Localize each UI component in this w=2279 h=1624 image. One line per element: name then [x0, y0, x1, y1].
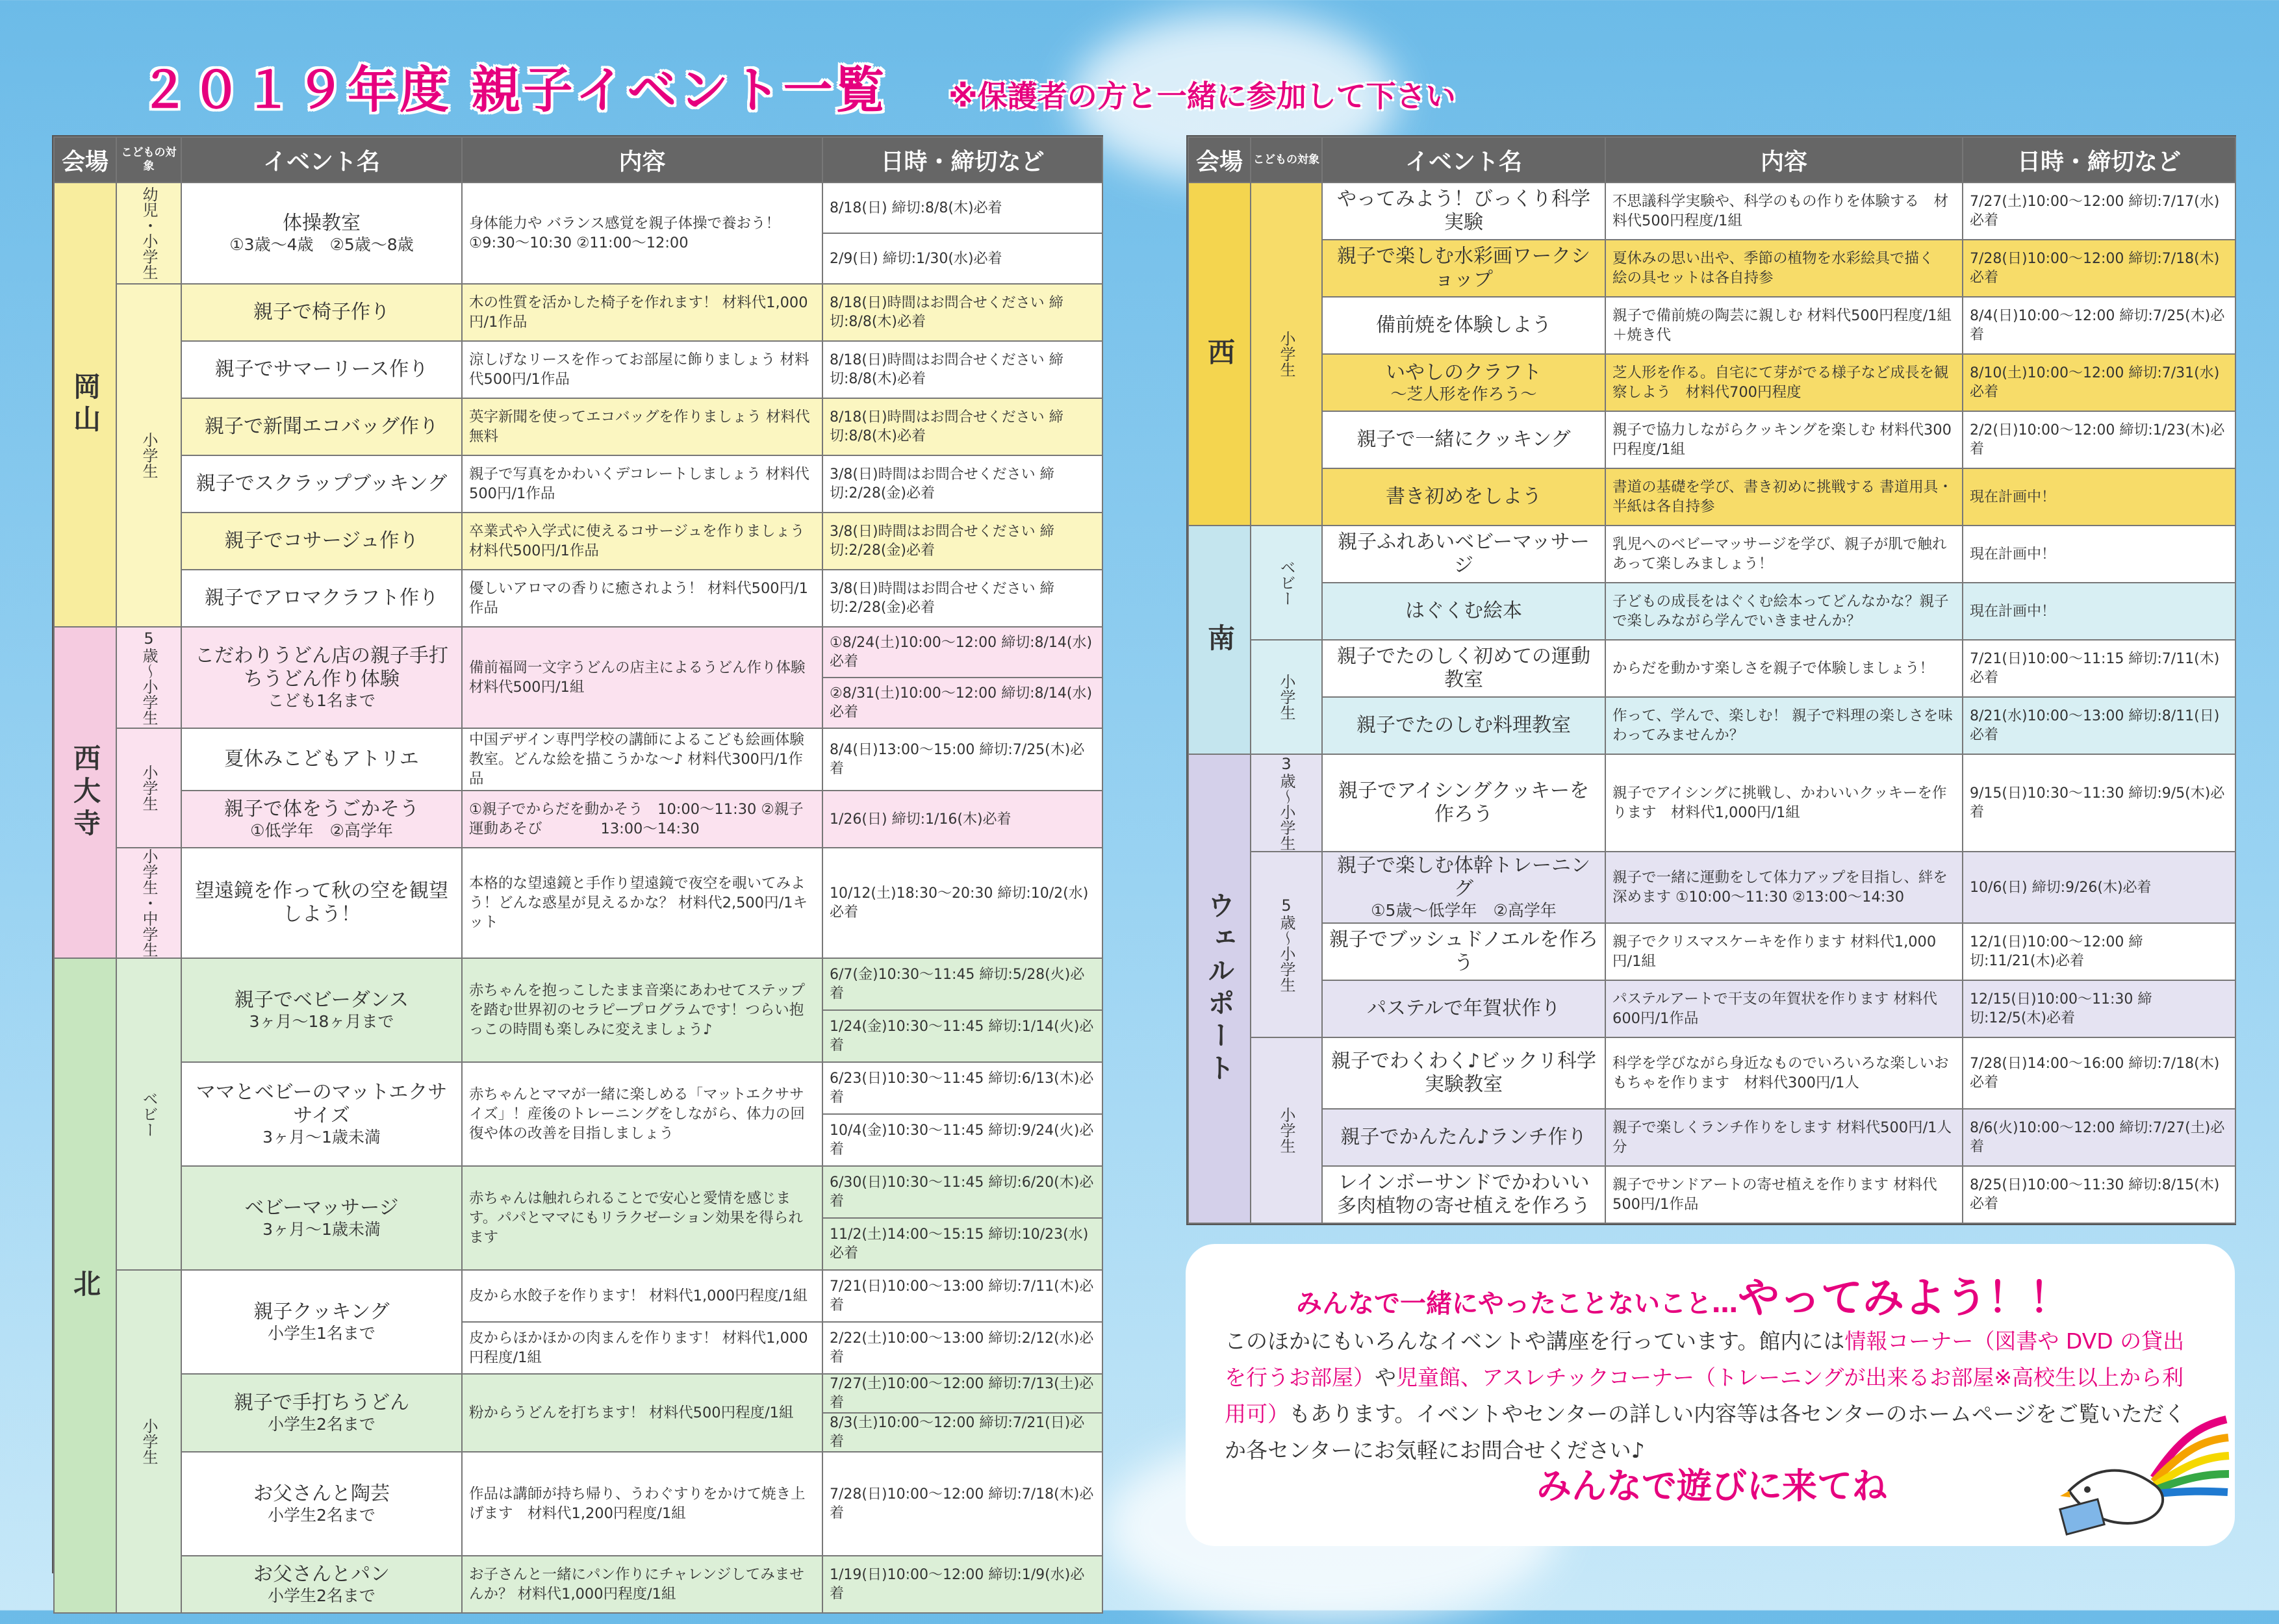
age-cell: 小学生・中学生: [116, 848, 181, 958]
table-row: [1188, 923, 2235, 980]
event-name: 親子で楽しむ水彩画ワークショップ: [1337, 245, 1590, 291]
table-row: [1188, 468, 2235, 526]
table-row: [1188, 297, 2235, 354]
table-row: [1188, 697, 2235, 754]
event-name-cell: [181, 627, 462, 728]
date-cell: 11/2(土)14:00〜15:15 締切:10/23(水)必着: [822, 1218, 1102, 1270]
event-name-cell: [181, 1452, 462, 1556]
event-name: ベビーマッサージ: [244, 1197, 399, 1219]
message-closing: みんなで遊びに来てね: [1536, 1465, 1887, 1506]
event-name: レインボーサンドでかわいい多肉植物の寄せ植えを作ろう: [1337, 1171, 1590, 1217]
date-cell: 1/19(日)10:00〜12:00 締切:1/9(水)必着: [822, 1556, 1102, 1613]
event-name-cell: [1322, 354, 1605, 411]
content-cell: 本格的な望遠鏡と手作り望遠鏡で夜空を覗いてみよう！どんな惑星が見えるかな？ 材料代2,500円/1キット: [462, 848, 822, 958]
event-name: 親子クッキング: [253, 1300, 390, 1323]
table-row: [54, 728, 1102, 791]
event-subtitle: 小学生2名まで: [268, 1506, 376, 1525]
date-cell: 8/4(日)10:00〜12:00 締切:7/25(木)必着: [1963, 297, 2235, 354]
content-cell: 親子でサンドアートの寄せ植えを作ります 材料代500円/1作品: [1605, 1166, 1963, 1223]
event-table-left: [53, 136, 1103, 1614]
table-row: [54, 848, 1102, 958]
content-cell: ①親子でからだを動かそう 10:00〜11:30 ②親子運動あそび 13:00〜14:30: [462, 791, 822, 848]
event-name-cell: [181, 570, 462, 627]
event-name-cell: [181, 1166, 462, 1270]
date-cell: 3/8(日)時間はお問合せください 締切:2/28(金)必着: [822, 513, 1102, 570]
age-cell: ベビー: [116, 958, 181, 1270]
event-subtitle: 3ヶ月〜18ヶ月まで: [249, 1012, 394, 1031]
event-name-cell: [1322, 583, 1605, 640]
event-subtitle: 3ヶ月〜1歳未満: [262, 1220, 381, 1239]
event-name: 体操教室: [283, 212, 361, 235]
table-row: [1188, 754, 2235, 852]
age-cell: 小学生: [1251, 1037, 1322, 1223]
date-cell: 8/21(水)10:00〜13:00 締切:8/11(日)必着: [1963, 697, 2235, 754]
event-name-cell: [181, 848, 462, 958]
event-name: 親子でサマーリース作り: [214, 358, 429, 381]
content-cell: 卒業式や入学式に使えるコサージュを作りましょう 材料代500円/1作品: [462, 513, 822, 570]
event-name-cell: [181, 1374, 462, 1452]
event-subtitle: 小学生1名まで: [268, 1324, 376, 1343]
content-cell: 親子で備前焼の陶芸に親しむ 材料代500円程度/1組＋焼き代: [1605, 297, 1963, 354]
date-cell: 現在計画中！: [1963, 583, 2235, 640]
content-cell: 親子でクリスマスケーキを作ります 材料代1,000円/1組: [1605, 923, 1963, 980]
content-cell: 赤ちゃんを抱っこしたまま音楽にあわせてステップを踏む世界初のセラピープログラムです！つらい抱っこの時間も楽しみに変えましょう♪: [462, 958, 822, 1062]
event-name-cell: [181, 1556, 462, 1613]
dove-icon: [2056, 1400, 2232, 1543]
table-row: [54, 341, 1102, 398]
date-cell: 現在計画中！: [1963, 468, 2235, 526]
age-cell: 幼児・小学生: [116, 183, 181, 284]
right-event-table: [1186, 135, 2236, 1225]
event-name-cell: [181, 455, 462, 513]
venue-cell: ウェルポート: [1188, 754, 1251, 1223]
date-cell: 7/28(日)10:00〜12:00 締切:7/18(木)必着: [822, 1452, 1102, 1556]
event-name-cell: [181, 791, 462, 848]
header-row: [54, 137, 1102, 183]
content-cell: お子さんと一緒にパン作りにチャレンジしてみませんか？ 材料代1,000円程度/1組: [462, 1556, 822, 1613]
table-row: [54, 570, 1102, 627]
event-name: ママとベビーのマットエクササイズ: [196, 1081, 448, 1127]
event-name: 書き初めをしよう: [1386, 485, 1542, 508]
date-cell: 6/7(金)10:30〜11:45 締切:5/28(火)必着: [822, 958, 1102, 1010]
date-cell: 8/18(日)時間はお問合せください 締切:8/8(木)必着: [822, 284, 1102, 341]
content-cell: からだを動かす楽しさを親子で体験しましょう！: [1605, 640, 1963, 697]
content-cell: 子どもの成長をはぐくむ絵本ってどんなかな？親子で楽しみながら学んでいきませんか？: [1605, 583, 1963, 640]
date-cell: 8/18(日)時間はお問合せください 締切:8/8(木)必着: [822, 398, 1102, 455]
content-cell: 涼しげなリースを作ってお部屋に飾りましょう 材料代500円/1作品: [462, 341, 822, 398]
event-name: 親子でかんたん♪ランチ作り: [1340, 1126, 1587, 1148]
age-cell: 小学生: [116, 728, 181, 848]
table-row: [1188, 852, 2235, 923]
date-cell: 8/10(土)10:00〜12:00 締切:7/31(水)必着: [1963, 354, 2235, 411]
date-cell: 2/9(日) 締切:1/30(水)必着: [822, 233, 1102, 284]
event-name: お父さんと陶芸: [253, 1482, 390, 1505]
header-event: イベント名: [1322, 137, 1605, 183]
table-row: [54, 398, 1102, 455]
date-cell: 8/18(日) 締切:8/8(木)必着: [822, 183, 1102, 233]
event-name: 親子で楽しむ体幹トレーニング: [1337, 854, 1590, 900]
table-row: [54, 1166, 1102, 1218]
content-cell: 優しいアロマの香りに癒されよう！ 材料代500円/1作品: [462, 570, 822, 627]
event-name-cell: [1322, 240, 1605, 297]
event-subtitle: 〜芝人形を作ろう〜: [1390, 385, 1537, 403]
date-cell: 7/21(日)10:00〜11:15 締切:7/11(木)必着: [1963, 640, 2235, 697]
content-cell: 親子で一緒に運動をして体力アップを目指し、絆を深めます ①10:00〜11:30 ②13:00〜14:30: [1605, 852, 1963, 923]
event-name-cell: [1322, 1166, 1605, 1223]
table-row: [54, 513, 1102, 570]
date-cell: 8/6(火)10:00〜12:00 締切:7/27(土)必着: [1963, 1109, 2235, 1166]
content-cell: 親子で写真をかわいくデコレートしましょう 材料代500円/1作品: [462, 455, 822, 513]
event-name: 親子で体をうごかそう: [224, 798, 419, 820]
content-cell: 乳児へのベビーマッサージを学び、親子が肌で触れあって楽しみましょう！: [1605, 526, 1963, 583]
date-cell: 6/30(日)10:30〜11:45 締切:6/20(木)必着: [822, 1166, 1102, 1218]
event-name: 親子でたのしく初めての運動教室: [1337, 645, 1590, 691]
table-row: [1188, 240, 2235, 297]
header-date: 日時・締切など: [822, 137, 1102, 183]
header-event: イベント名: [181, 137, 462, 183]
event-name-cell: [181, 1270, 462, 1374]
header-row: [1188, 137, 2235, 183]
table-row: [1188, 183, 2235, 240]
content-cell: 科学を学びながら身近なものでいろいろな楽しいおもちゃを作ります 材料代300円/1人: [1605, 1037, 1963, 1109]
event-name: 親子で手打ちうどん: [234, 1391, 409, 1414]
date-cell: 現在計画中！: [1963, 526, 2235, 583]
content-cell: 書道の基礎を学び、書き初めに挑戦する 書道用具・半紙は各自持参: [1605, 468, 1963, 526]
event-name-cell: [181, 728, 462, 791]
header-target: こどもの対象: [116, 137, 181, 183]
table-row: [54, 1270, 1102, 1322]
message-box: [1186, 1244, 2235, 1546]
event-name-cell: [181, 958, 462, 1062]
event-name-cell: [1322, 697, 1605, 754]
event-name-cell: [181, 513, 462, 570]
content-cell: 中国デザイン専門学校の講師によるこども絵画体験教室。どんな絵を描こうかな〜♪ 材料代300円/1作品: [462, 728, 822, 791]
event-name-cell: [181, 341, 462, 398]
date-cell: 6/23(日)10:30〜11:45 締切:6/13(木)必着: [822, 1062, 1102, 1114]
event-name: 親子で椅子作り: [253, 301, 390, 324]
table-row: [1188, 354, 2235, 411]
message-heading: みんなで一緒にやったことないこと…やってみよう！！: [1296, 1275, 2070, 1323]
table-row: [54, 1374, 1102, 1413]
event-name-cell: [181, 398, 462, 455]
event-name: 備前焼を体験しよう: [1376, 314, 1551, 336]
content-cell: 親子でアイシングに挑戦し、かわいいクッキーを作ります 材料代1,000円/1組: [1605, 754, 1963, 852]
event-name: 親子でブッシュドノエルを作ろう: [1329, 928, 1598, 974]
venue-cell: 岡山: [54, 183, 116, 627]
table-row: [54, 1062, 1102, 1114]
date-cell: 1/24(金)10:30〜11:45 締切:1/14(火)必着: [822, 1010, 1102, 1062]
event-name: 親子でアロマクラフト作り: [205, 587, 439, 609]
table-row: [1188, 640, 2235, 697]
event-subtitle: ①低学年 ②高学年: [250, 821, 393, 840]
table-row: [54, 455, 1102, 513]
event-name-cell: [181, 1062, 462, 1166]
event-subtitle: 小学生2名まで: [268, 1415, 376, 1434]
content-cell: 木の性質を活かした椅子を作れます！ 材料代1,000円/1作品: [462, 284, 822, 341]
event-name-cell: [181, 284, 462, 341]
event-name-cell: [1322, 640, 1605, 697]
table-row: [1188, 526, 2235, 583]
header-content: 内容: [1605, 137, 1963, 183]
event-name: 親子でアイシングクッキーを作ろう: [1338, 780, 1589, 826]
event-name-cell: [1322, 411, 1605, 468]
event-name: 夏休みこどもアトリエ: [224, 748, 419, 770]
date-cell: 2/2(日)10:00〜12:00 締切:1/23(木)必着: [1963, 411, 2235, 468]
event-subtitle: ①5歳〜低学年 ②高学年: [1371, 901, 1557, 920]
date-cell: 2/22(土)10:00〜13:00 締切:2/12(水)必着: [822, 1322, 1102, 1374]
content-cell: 英字新聞を使ってエコバッグを作りましょう 材料代 無料: [462, 398, 822, 455]
content-cell: 作って、学んで、楽しむ！ 親子で料理の楽しさを味わってみませんか？: [1605, 697, 1963, 754]
event-name: 親子でベビーダンス: [234, 989, 409, 1011]
header-content: 内容: [462, 137, 822, 183]
event-name: 親子で一緒にクッキング: [1356, 428, 1571, 451]
event-name: パステルで年賀状作り: [1367, 997, 1560, 1020]
date-cell: ②8/31(土)10:00〜12:00 締切:8/14(水)必着: [822, 678, 1102, 728]
venue-cell: 南: [1188, 526, 1251, 754]
event-name-cell: [1322, 852, 1605, 923]
event-name: お父さんとパン: [253, 1563, 390, 1586]
event-name-cell: [1322, 1109, 1605, 1166]
date-cell: 8/4(日)13:00〜15:00 締切:7/25(木)必着: [822, 728, 1102, 791]
content-cell: 作品は講師が持ち帰り、うわぐすりをかけて焼き上げます 材料代1,200円程度/1組: [462, 1452, 822, 1556]
event-name: やってみよう！びっくり科学実験: [1337, 188, 1590, 234]
content-cell: 備前福岡一文字うどんの店主によるうどん作り体験 材料代500円/1組: [462, 627, 822, 728]
header-venue: 会場: [1188, 137, 1251, 183]
table-row: [1188, 980, 2235, 1037]
header-target: こどもの対象: [1251, 137, 1322, 183]
event-name: 親子で新聞エコバッグ作り: [205, 415, 439, 438]
content-cell: 赤ちゃんは触れられることで安心と愛情を感じます。パパとママにもリラクゼーション効果を得られます: [462, 1166, 822, 1270]
date-cell: 8/25(日)10:00〜11:30 締切:8/15(木)必着: [1963, 1166, 2235, 1223]
date-cell: 10/12(土)18:30〜20:30 締切:10/2(水)必着: [822, 848, 1102, 958]
date-cell: 1/26(日) 締切:1/16(木)必着: [822, 791, 1102, 848]
content-cell: 皮からほかほかの肉まんを作ります！ 材料代1,000円程度/1組: [462, 1322, 822, 1374]
content-cell: パステルアートで干支の年賀状を作ります 材料代600円/1作品: [1605, 980, 1963, 1037]
date-cell: ①8/24(土)10:00〜12:00 締切:8/14(水)必着: [822, 627, 1102, 678]
age-cell: 小学生: [1251, 640, 1322, 754]
header-date: 日時・締切など: [1963, 137, 2235, 183]
age-cell: ベビー: [1251, 526, 1322, 640]
event-name-cell: [1322, 980, 1605, 1037]
event-name-cell: [1322, 183, 1605, 240]
event-name: 親子でコサージュ作り: [224, 529, 419, 552]
table-row: [54, 1452, 1102, 1556]
table-row: [54, 183, 1102, 233]
date-cell: 7/28(日)14:00〜16:00 締切:7/18(木)必着: [1963, 1037, 2235, 1109]
venue-cell: 西大寺: [54, 627, 116, 958]
date-cell: 12/1(日)10:00〜12:00 締切:11/21(木)必着: [1963, 923, 2235, 980]
content-cell: 赤ちゃんとママが一緒に楽しめる「マットエクササイズ」！産後のトレーニングをしながら、体力の回復や体の改善を目指しましょう: [462, 1062, 822, 1166]
date-cell: 7/28(日)10:00〜12:00 締切:7/18(木)必着: [1963, 240, 2235, 297]
content-cell: 親子で楽しくランチ作りをします 材料代500円/1人分: [1605, 1109, 1963, 1166]
event-name-cell: [1322, 526, 1605, 583]
event-name-cell: [1322, 923, 1605, 980]
age-cell: 5歳〜小学生: [116, 627, 181, 728]
table-row: [54, 284, 1102, 341]
date-cell: 10/4(金)10:30〜11:45 締切:9/24(火)必着: [822, 1114, 1102, 1166]
event-table-right: [1188, 136, 2236, 1224]
table-row: [54, 958, 1102, 1010]
table-row: [54, 1556, 1102, 1613]
venue-cell: 西: [1188, 183, 1251, 526]
event-name-cell: [181, 183, 462, 284]
event-name: 親子ふれあいベビーマッサージ: [1338, 531, 1590, 577]
event-name: いやしのクラフト: [1386, 361, 1542, 384]
content-cell: 身体能力や バランス感覚を親子体操で養おう！ ①9:30〜10:30 ②11:00〜12:00: [462, 183, 822, 284]
content-cell: 皮から水餃子を作ります！ 材料代1,000円程度/1組: [462, 1270, 822, 1322]
table-row: [1188, 1037, 2235, 1109]
venue-cell: 北: [54, 958, 116, 1613]
table-row: [1188, 583, 2235, 640]
age-cell: 小学生: [1251, 183, 1322, 526]
event-subtitle: ①3歳〜4歳 ②5歳〜8歳: [229, 235, 414, 254]
table-row: [54, 627, 1102, 678]
left-event-table: [52, 135, 1103, 1605]
event-name-cell: [1322, 297, 1605, 354]
table-row: [1188, 1109, 2235, 1166]
page-title: ２０１９年度 親子イベント一覧: [140, 61, 887, 119]
content-cell: 芝人形を作る。自宅にて芽がでる様子など成長を観察しよう 材料代700円程度: [1605, 354, 1963, 411]
content-cell: 夏休みの思い出や、季節の植物を水彩絵具で描く 絵の具セットは各自持参: [1605, 240, 1963, 297]
table-row: [1188, 411, 2235, 468]
date-cell: 7/27(土)10:00〜12:00 締切:7/13(土)必着: [822, 1374, 1102, 1413]
event-subtitle: 小学生2名まで: [268, 1586, 376, 1605]
date-cell: 10/6(日) 締切:9/26(木)必着: [1963, 852, 2235, 923]
event-name: 親子でたのしむ料理教室: [1356, 714, 1571, 737]
age-cell: 小学生: [116, 1270, 181, 1613]
table-row: [1188, 1166, 2235, 1223]
age-cell: 3歳〜小学生: [1251, 754, 1322, 852]
date-cell: 8/3(土)10:00〜12:00 締切:7/21(日)必着: [822, 1413, 1102, 1452]
event-subtitle: 3ヶ月〜1歳未満: [262, 1128, 381, 1147]
age-cell: 小学生: [116, 284, 181, 627]
date-cell: 7/27(土)10:00〜12:00 締切:7/17(水)必着: [1963, 183, 2235, 240]
content-cell: 不思議科学実験や、科学のもの作りを体験する 材料代500円程度/1組: [1605, 183, 1963, 240]
date-cell: 3/8(日)時間はお問合せください 締切:2/28(金)必着: [822, 570, 1102, 627]
event-name: 親子でわくわく♪ビックリ科学実験教室: [1331, 1050, 1596, 1096]
event-name-cell: [1322, 1037, 1605, 1109]
date-cell: 3/8(日)時間はお問合せください 締切:2/28(金)必着: [822, 455, 1102, 513]
date-cell: 12/15(日)10:00〜11:30 締切:12/5(木)必着: [1963, 980, 2235, 1037]
content-cell: 粉からうどんを打ちます！ 材料代500円程度/1組: [462, 1374, 822, 1452]
date-cell: 7/21(日)10:00〜13:00 締切:7/11(木)必着: [822, 1270, 1102, 1322]
event-subtitle: こども1名まで: [268, 691, 376, 710]
event-name-cell: [1322, 754, 1605, 852]
message-body: このほかにもいろんなイベントや講座を行っています。館内には情報コーナー（図書や DVD の貸出を行うお部屋）や児童館、アスレチックコーナー（トレーニングが出来るお部屋※高校生以上から利用可）もあります。イベントやセンターの詳しい内容等は各センターのホームページをご覧いただくか各センターにお気軽にお問合せください♪: [1225, 1328, 2186, 1463]
table-row: [54, 791, 1102, 848]
event-name: 親子でスクラップブッキング: [196, 472, 448, 495]
event-name: 望遠鏡を作って秋の空を観望しよう！: [195, 880, 448, 926]
event-name: はぐくむ絵本: [1405, 600, 1522, 622]
date-cell: 9/15(日)10:30〜11:30 締切:9/5(木)必着: [1963, 754, 2235, 852]
age-cell: 5歳〜小学生: [1251, 852, 1322, 1037]
page-note: ※保護者の方と一緒に参加して下さい: [949, 79, 1456, 114]
content-cell: 親子で協力しながらクッキングを楽しむ 材料代300円程度/1組: [1605, 411, 1963, 468]
event-name: こだわりうどん店の親子手打ちうどん作り体験: [195, 644, 448, 691]
date-cell: 8/18(日)時間はお問合せください 締切:8/8(木)必着: [822, 341, 1102, 398]
event-name-cell: [1322, 468, 1605, 526]
header-venue: 会場: [54, 137, 116, 183]
